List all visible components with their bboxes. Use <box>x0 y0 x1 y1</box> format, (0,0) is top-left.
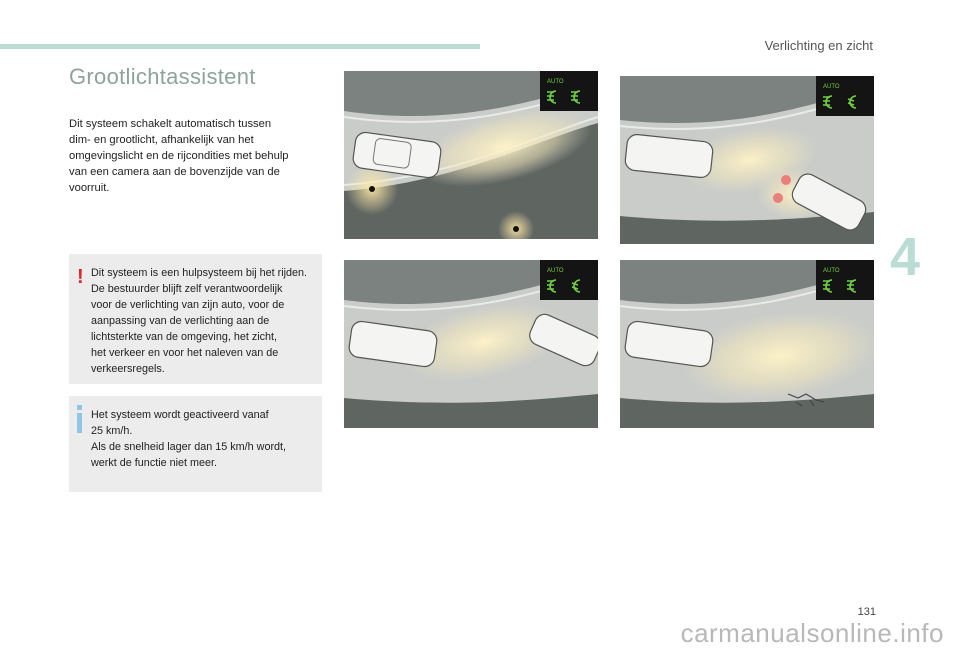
svg-text:AUTO: AUTO <box>547 268 564 274</box>
watermark-logo: carmanualsonline.info <box>680 618 944 648</box>
svg-text:AUTO: AUTO <box>547 79 564 85</box>
info-box <box>69 396 322 492</box>
info-icon <box>77 405 82 433</box>
section-title: Verlichting en zicht <box>764 38 873 53</box>
warning-text: Dit systeem is een hulpsysteem bij het rijden. De bestuurder blijft zelf verantwoordelijk voor de verlichting van zijn auto, voor de aanpassing van de verlichting aan de lichtsterkte van de omgeving, het zicht, het verkeer en voor het naleven van de verkeersregels. <box>91 267 308 375</box>
warning-box <box>69 254 322 384</box>
page-number: 131 <box>857 606 876 618</box>
svg-text:AUTO: AUTO <box>823 268 840 274</box>
illustration-vehicle-ahead <box>344 260 598 428</box>
intro-paragraph: Dit systeem schakelt automatisch tussen dim- en grootlicht, afhankelijk van het omgevingslicht en de rijcondities met behulp van een camera aan de bovenzijde van de voorruit. <box>69 118 289 194</box>
header-accent-bar <box>0 44 480 49</box>
illustration-empty-road <box>620 260 874 428</box>
illustration-oncoming-vehicle <box>620 76 874 244</box>
chapter-number: 4 <box>890 227 921 287</box>
illustration-streetlights <box>344 71 598 239</box>
exclamation-icon: ! <box>77 266 84 288</box>
svg-text:AUTO: AUTO <box>823 84 840 90</box>
info-text: Het systeem wordt geactiveerd vanaf 25 km/h. Als de snelheid lager dan 15 km/h wordt, werkt de functie niet meer. <box>91 409 287 469</box>
page-title: Grootlichtassistent <box>69 64 256 89</box>
